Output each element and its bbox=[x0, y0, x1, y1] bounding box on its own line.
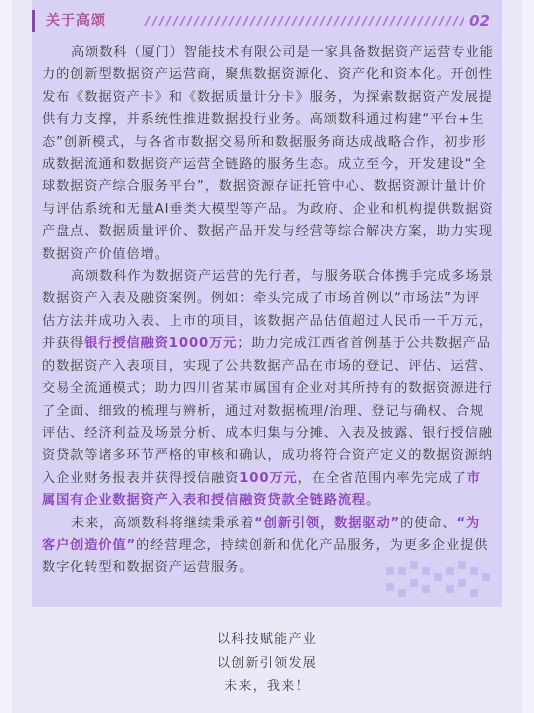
paragraph-text: 。 bbox=[366, 493, 381, 509]
article-body bbox=[42, 42, 494, 580]
highlighted-text: 银行授信融资1000万元 bbox=[84, 336, 238, 352]
slogan-line-2: 以创新引领发展 bbox=[216, 655, 318, 671]
section-header bbox=[32, 6, 502, 36]
slogan-line-3: 未来，我来！ bbox=[224, 679, 310, 694]
footer-slogan bbox=[0, 628, 534, 699]
paragraph-text: 的使命、 bbox=[400, 515, 457, 531]
paragraph-text: 高颂数科作为数据资产运营的先行者，与服务联合体携手完成多场景数据资产入表及融资案例。例如：牵头完成了市场首例以“市场法”为评估方法并成功入表、上市的项目，该数据产品估值超过人民币一千万元，并获得 bbox=[42, 269, 494, 352]
paragraph-text: ；助力完成江西省首例基于公共数据产品的数据资产入表项目，实现了公共数据产品在市场的登记、评估、运营、交易全流通模式；助力四川省某市属国有企业对其所持有的数据资源进行了全面、细致的梳理与辨析，通过对数据梳理/治理、登记与确权、合规评估、经济利益及场景分析、成本归集与分摊、入表及披露、银行授信融资贷款等诸多环节严格的审核和确认，成功将符合资产定义的数据资源纳入企业财务报表并获得授信融资 bbox=[42, 336, 493, 486]
paragraph-text: 高颂数科（厦门）智能技术有限公司是一家具备数据资产运营专业能力的创新型数据资产运营商，聚焦数据资源化、资产化和资本化。开创性发布《数据资产卡》和《数据质量计分卡》服务，为探索数据资产发展提供有力支撑，并系统性推进数据投行业务。高颂数科通过构建“平台+生态”创新模式，与各省市数据交易所和数据服务商达成战略合作，初步形成数据流通和数据资产运营全链路的服务生态。成立至今，开发建设“全球数据资产综合服务平台”，数据资源存证托管中心、数据资源计量计价与评估系统和无量AI垂类大模型等产品。为政府、企业和机构提供数据资产盘点、数据质量评价、数据产品开发与经营等综合解决方案，助力实现数据资产价值倍增。 bbox=[42, 45, 494, 262]
paragraph bbox=[42, 266, 494, 512]
highlighted-text: 市属国有企业数据资产入表和授信融资贷款全链路流程 bbox=[42, 470, 481, 509]
highlighted-text: “为客户创造价值” bbox=[42, 515, 481, 553]
section-number: 02 bbox=[469, 12, 490, 30]
header-accent-bar bbox=[32, 10, 35, 32]
slogan-line-1: 以科技赋能产业 bbox=[216, 632, 318, 647]
content-card bbox=[32, 0, 502, 607]
paragraph-text: ，在全省范围内率先完成了 bbox=[297, 470, 467, 486]
section-title: 关于高颂 bbox=[46, 13, 106, 29]
paragraph bbox=[42, 42, 494, 266]
paragraph-text: 未来，高颂数科将继续秉承着 bbox=[71, 515, 255, 531]
paragraph-text: 的经营理念，持续创新和优化产品服务，为更多企业提供数字化转型和数据资产运营服务。 bbox=[42, 537, 489, 576]
header-stripes-decoration bbox=[144, 16, 464, 26]
pixel-grid-decoration bbox=[386, 561, 496, 601]
highlighted-text: 100万元 bbox=[239, 470, 298, 486]
highlighted-text: “创新引领，数据驱动” bbox=[254, 515, 401, 531]
